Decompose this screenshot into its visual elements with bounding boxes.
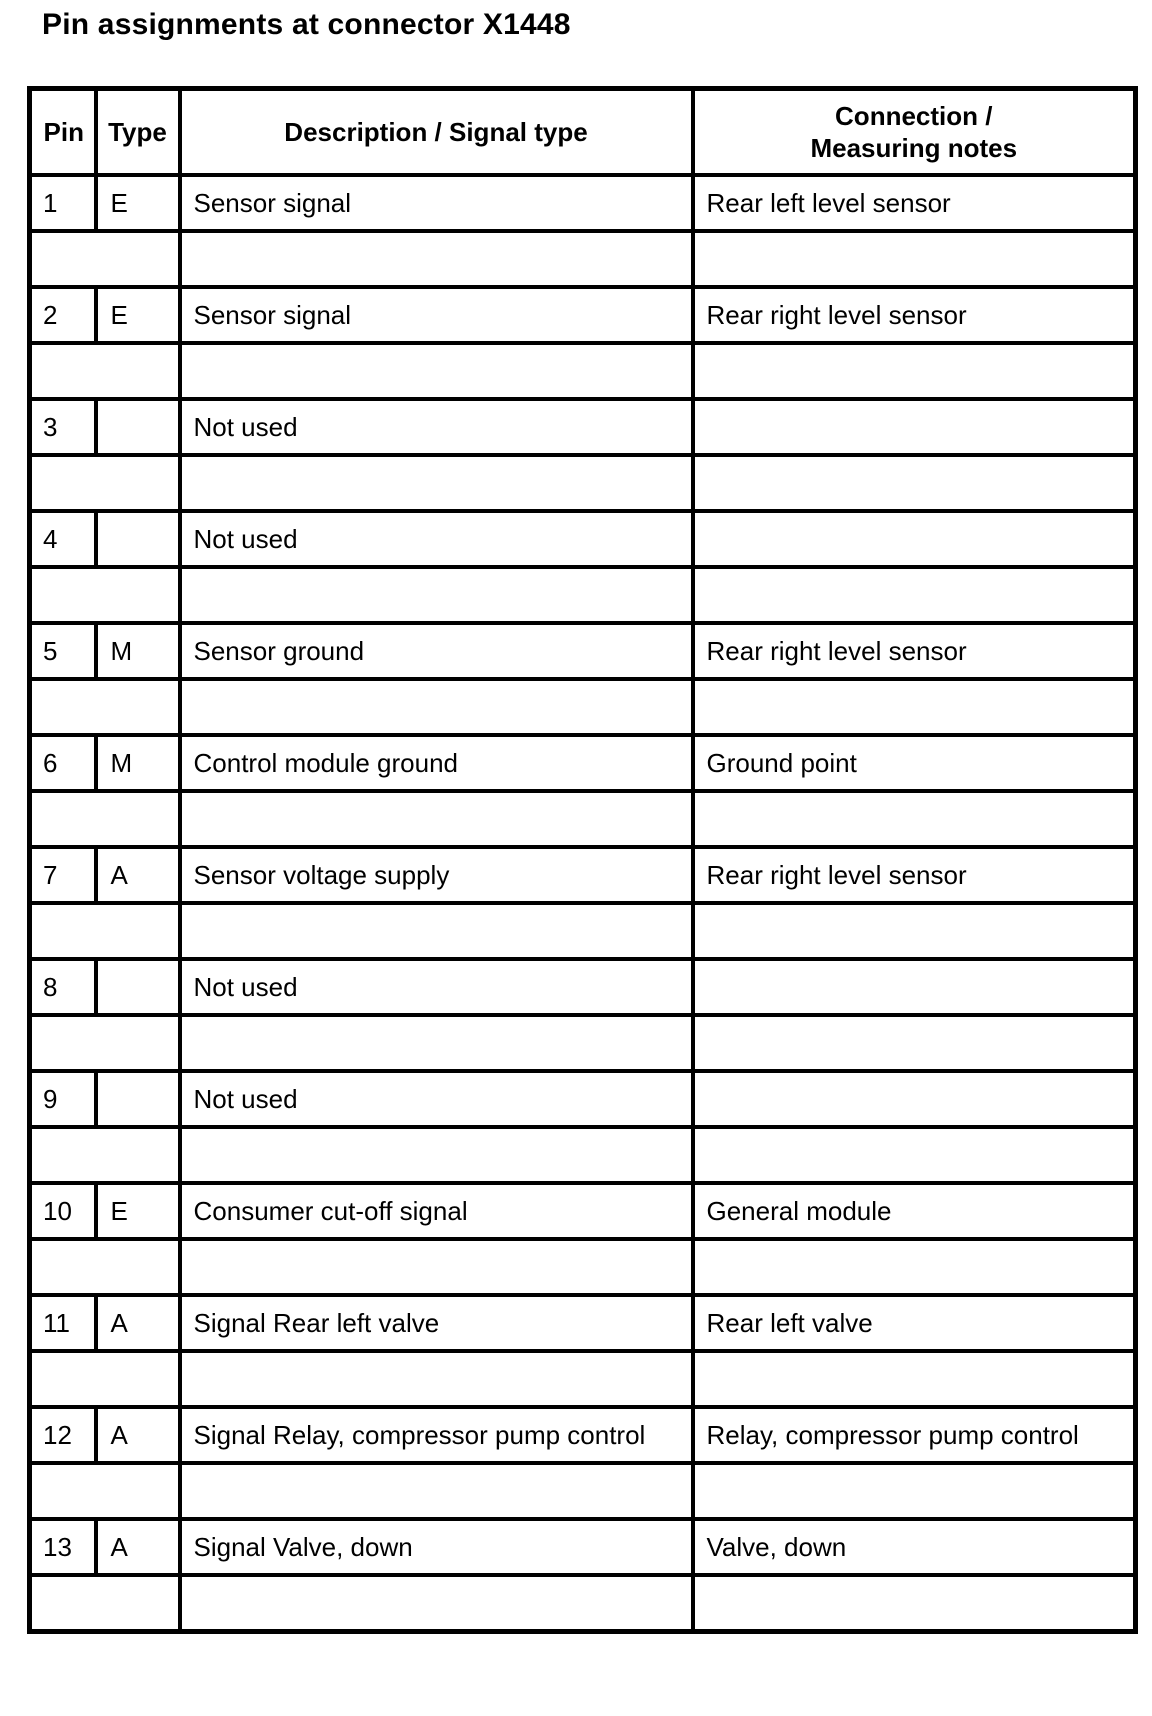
pin-assignment-table — [27, 86, 1138, 1634]
table-spacer-row — [30, 231, 1136, 287]
column-header-description: Description / Signal type — [180, 89, 693, 176]
cell-pin: 3 — [30, 399, 96, 455]
spacer-cell — [180, 455, 693, 511]
cell-pin: 11 — [30, 1295, 96, 1351]
cell-pin: 12 — [30, 1407, 96, 1463]
table-row — [30, 399, 1136, 455]
spacer-cell — [30, 1015, 180, 1071]
table-row — [30, 511, 1136, 567]
cell-connection: Ground point — [693, 735, 1136, 791]
table-spacer-row — [30, 679, 1136, 735]
cell-description: Control module ground — [180, 735, 693, 791]
cell-description: Not used — [180, 959, 693, 1015]
spacer-cell — [693, 455, 1136, 511]
cell-type: A — [96, 1519, 180, 1575]
cell-description: Signal Valve, down — [180, 1519, 693, 1575]
spacer-cell — [180, 1575, 693, 1632]
spacer-cell — [30, 1239, 180, 1295]
cell-connection: Rear right level sensor — [693, 847, 1136, 903]
spacer-cell — [30, 1127, 180, 1183]
page-title: Pin assignments at connector X1448 — [42, 8, 571, 41]
table-row — [30, 1183, 1136, 1239]
spacer-cell — [180, 1239, 693, 1295]
spacer-cell — [693, 903, 1136, 959]
cell-connection: Rear left level sensor — [693, 175, 1136, 231]
spacer-cell — [30, 1351, 180, 1407]
cell-connection: Relay, compressor pump control — [693, 1407, 1136, 1463]
cell-type: E — [96, 1183, 180, 1239]
cell-connection — [693, 1071, 1136, 1127]
spacer-cell — [693, 343, 1136, 399]
table-row — [30, 847, 1136, 903]
spacer-cell — [180, 231, 693, 287]
cell-type: M — [96, 623, 180, 679]
table-spacer-row — [30, 455, 1136, 511]
spacer-cell — [180, 1463, 693, 1519]
cell-pin: 2 — [30, 287, 96, 343]
table-spacer-row — [30, 1575, 1136, 1632]
table-row — [30, 1407, 1136, 1463]
table-spacer-row — [30, 1127, 1136, 1183]
table-spacer-row — [30, 1351, 1136, 1407]
table-header-row — [30, 89, 1136, 176]
cell-pin: 6 — [30, 735, 96, 791]
cell-description: Sensor ground — [180, 623, 693, 679]
cell-type — [96, 511, 180, 567]
column-header-type: Type — [96, 89, 180, 176]
table-spacer-row — [30, 343, 1136, 399]
cell-type: E — [96, 287, 180, 343]
cell-pin: 1 — [30, 175, 96, 231]
spacer-cell — [180, 1015, 693, 1071]
cell-type: A — [96, 1295, 180, 1351]
table-spacer-row — [30, 1239, 1136, 1295]
spacer-cell — [30, 679, 180, 735]
column-header-connection-line2: Measuring notes — [810, 133, 1018, 163]
spacer-cell — [693, 1351, 1136, 1407]
spacer-cell — [180, 903, 693, 959]
spacer-cell — [180, 791, 693, 847]
cell-type: E — [96, 175, 180, 231]
spacer-cell — [180, 567, 693, 623]
table-spacer-row — [30, 791, 1136, 847]
cell-pin: 4 — [30, 511, 96, 567]
spacer-cell — [30, 791, 180, 847]
spacer-cell — [30, 455, 180, 511]
spacer-cell — [693, 1575, 1136, 1632]
cell-type — [96, 959, 180, 1015]
spacer-cell — [30, 1463, 180, 1519]
column-header-pin: Pin — [30, 89, 96, 176]
column-header-connection-line1: Connection / — [835, 101, 993, 131]
cell-description: Not used — [180, 399, 693, 455]
table-spacer-row — [30, 567, 1136, 623]
spacer-cell — [693, 679, 1136, 735]
cell-description: Not used — [180, 1071, 693, 1127]
table-spacer-row — [30, 903, 1136, 959]
table-row — [30, 1071, 1136, 1127]
cell-description: Consumer cut-off signal — [180, 1183, 693, 1239]
spacer-cell — [693, 231, 1136, 287]
cell-type — [96, 399, 180, 455]
cell-connection: Rear left valve — [693, 1295, 1136, 1351]
cell-description: Sensor signal — [180, 287, 693, 343]
cell-pin: 5 — [30, 623, 96, 679]
spacer-cell — [180, 343, 693, 399]
cell-connection — [693, 399, 1136, 455]
table-row — [30, 735, 1136, 791]
cell-type: M — [96, 735, 180, 791]
spacer-cell — [30, 231, 180, 287]
cell-connection: Valve, down — [693, 1519, 1136, 1575]
spacer-cell — [30, 567, 180, 623]
cell-connection: Rear right level sensor — [693, 287, 1136, 343]
spacer-cell — [693, 1239, 1136, 1295]
spacer-cell — [30, 343, 180, 399]
cell-pin: 7 — [30, 847, 96, 903]
table-spacer-row — [30, 1463, 1136, 1519]
cell-description: Not used — [180, 511, 693, 567]
table-row — [30, 1519, 1136, 1575]
table-row — [30, 175, 1136, 231]
spacer-cell — [693, 791, 1136, 847]
spacer-cell — [30, 903, 180, 959]
cell-description: Sensor signal — [180, 175, 693, 231]
cell-type — [96, 1071, 180, 1127]
cell-connection — [693, 959, 1136, 1015]
table-spacer-row — [30, 1015, 1136, 1071]
spacer-cell — [693, 1015, 1136, 1071]
cell-pin: 13 — [30, 1519, 96, 1575]
table-row — [30, 959, 1136, 1015]
cell-type: A — [96, 847, 180, 903]
spacer-cell — [30, 1575, 180, 1632]
cell-connection: General module — [693, 1183, 1136, 1239]
cell-description: Signal Rear left valve — [180, 1295, 693, 1351]
spacer-cell — [180, 679, 693, 735]
cell-connection: Rear right level sensor — [693, 623, 1136, 679]
spacer-cell — [693, 1127, 1136, 1183]
cell-pin: 9 — [30, 1071, 96, 1127]
spacer-cell — [693, 1463, 1136, 1519]
cell-pin: 8 — [30, 959, 96, 1015]
table-row — [30, 287, 1136, 343]
spacer-cell — [693, 567, 1136, 623]
spacer-cell — [180, 1127, 693, 1183]
column-header-connection — [693, 89, 1136, 176]
spacer-cell — [180, 1351, 693, 1407]
cell-type: A — [96, 1407, 180, 1463]
table-row — [30, 1295, 1136, 1351]
cell-pin: 10 — [30, 1183, 96, 1239]
cell-description: Signal Relay, compressor pump control — [180, 1407, 693, 1463]
cell-connection — [693, 511, 1136, 567]
cell-description: Sensor voltage supply — [180, 847, 693, 903]
table-row — [30, 623, 1136, 679]
